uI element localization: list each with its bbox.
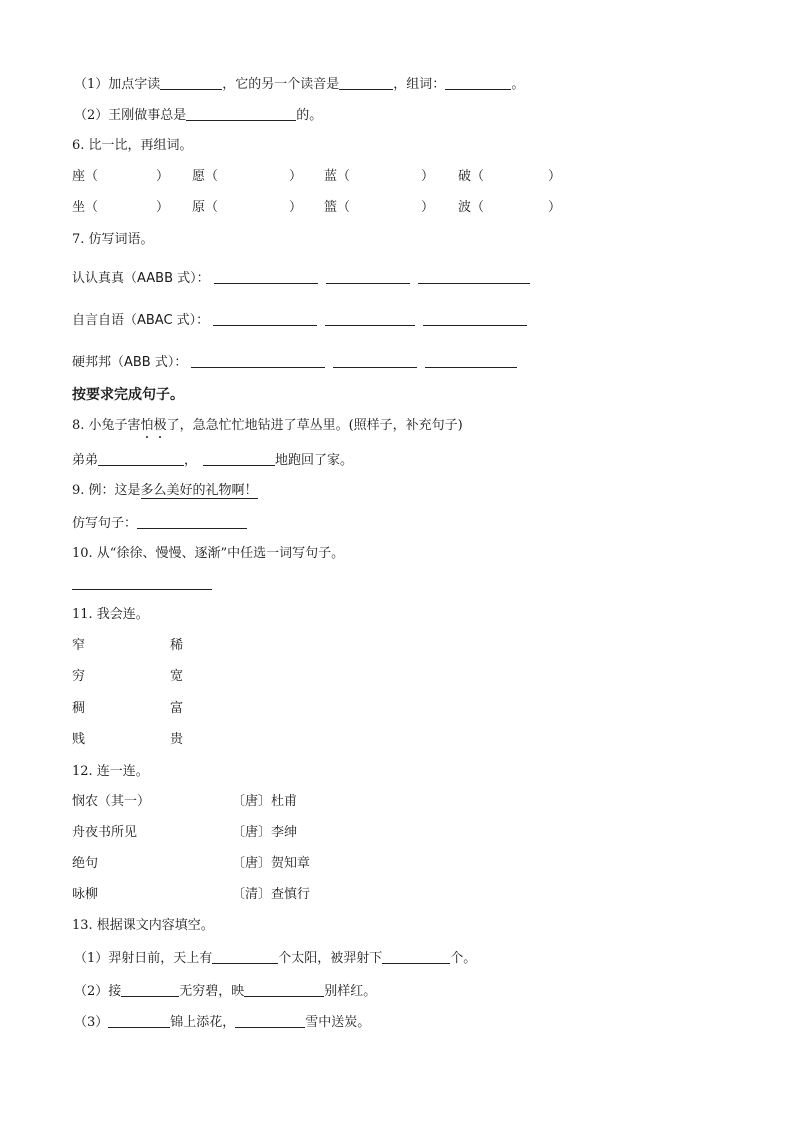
q7-line2 xyxy=(72,312,527,329)
q8-prompt xyxy=(72,418,463,434)
q6-close: ） xyxy=(421,169,435,184)
q6-r2-c4: 波（ xyxy=(458,200,485,215)
q7-l2-label: 自言自语（ABAC 式）： xyxy=(72,313,210,328)
q6-close: ） xyxy=(421,200,435,215)
q6-close: ） xyxy=(156,200,170,215)
answer-blank[interactable] xyxy=(186,107,296,121)
q11-left-2: 穷 xyxy=(72,669,86,684)
q13-title: 13. 根据课文内容填空。 xyxy=(72,918,214,933)
q6-r1-c4: 破（ xyxy=(458,169,485,184)
answer-blank[interactable] xyxy=(382,950,450,964)
q12-poem-2: 舟夜书所见 xyxy=(72,825,138,840)
answer-blank[interactable] xyxy=(212,950,278,964)
q9-answer xyxy=(72,515,247,532)
q11-right-2: 宽 xyxy=(170,669,184,684)
q6-r2-c3: 篮（ xyxy=(324,200,351,215)
q9-text-1: 9. 例：这是 xyxy=(72,483,141,498)
q13-sub1 xyxy=(74,950,476,967)
answer-blank[interactable] xyxy=(244,983,324,997)
answer-blank[interactable] xyxy=(214,270,318,284)
q5-sub1-text-d: 。 xyxy=(511,77,525,92)
q6-close: ） xyxy=(289,169,303,184)
q5-sub2 xyxy=(74,107,322,124)
q8-answer xyxy=(72,452,353,469)
q7-l1-label: 认认真真（AABB 式）： xyxy=(72,271,210,286)
q11-right-4: 贵 xyxy=(170,732,184,747)
answer-blank[interactable] xyxy=(418,270,530,284)
q6-close: ） xyxy=(548,200,562,215)
q10-title: 10. 从“徐徐、慢慢、逐渐”中任选一词写句子。 xyxy=(72,546,345,561)
answer-blank[interactable] xyxy=(326,270,410,284)
q6-close: ） xyxy=(156,169,170,184)
q11-right-1: 稀 xyxy=(170,638,184,653)
q8-text-2: 了，急急忙忙地钻进了草丛里。(照样子，补充句子) xyxy=(166,418,463,433)
q6-r2-c1: 坐（ xyxy=(72,200,99,215)
section-heading: 按要求完成句子。 xyxy=(72,387,184,403)
q13-s1-a: （1）羿射日前，天上有 xyxy=(74,951,213,966)
q12-author-1: 〔唐〕杜甫 xyxy=(232,794,298,809)
q5-sub1-text-c: ，组词： xyxy=(393,77,446,92)
q13-s3-b: 锦上添花， xyxy=(170,1015,236,1030)
q7-line1 xyxy=(72,270,530,287)
q11-left-1: 窄 xyxy=(72,638,86,653)
q5-sub1-text-b: ，它的另一个读音是 xyxy=(222,77,340,92)
answer-blank[interactable] xyxy=(108,1014,170,1028)
q13-s2-b: 无穷碧，映 xyxy=(179,984,245,999)
answer-blank[interactable] xyxy=(213,312,317,326)
q11-title: 11. 我会连。 xyxy=(72,607,149,622)
q13-s2-a: （2）接 xyxy=(74,984,122,999)
q8-answer-b: ， xyxy=(184,453,198,468)
q7-line3 xyxy=(72,354,517,371)
q6-close: ） xyxy=(289,200,303,215)
q5-sub1-text-a: （1）加点字读 xyxy=(74,77,161,92)
answer-blank[interactable] xyxy=(445,76,511,90)
q6-r1-c3: 蓝（ xyxy=(324,169,351,184)
q8-answer-c: 地跑回了家。 xyxy=(275,453,354,468)
q7-title: 7. 仿写词语。 xyxy=(72,232,154,247)
answer-blank[interactable] xyxy=(160,76,222,90)
answer-blank[interactable] xyxy=(203,452,275,466)
q12-author-2: 〔唐〕李绅 xyxy=(232,825,298,840)
q12-title: 12. 连一连。 xyxy=(72,764,149,779)
answer-blank[interactable] xyxy=(72,576,212,590)
q11-left-3: 稠 xyxy=(72,701,86,716)
answer-blank[interactable] xyxy=(191,354,325,368)
q12-poem-1: 悯农（其一） xyxy=(72,794,151,809)
answer-blank[interactable] xyxy=(333,354,417,368)
q11-left-4: 贱 xyxy=(72,732,86,747)
answer-blank[interactable] xyxy=(121,983,179,997)
q13-s3-a: （3） xyxy=(74,1015,109,1030)
q5-sub2-text-b: 的。 xyxy=(296,108,323,123)
q6-r1-c1: 座（ xyxy=(72,169,99,184)
q6-r2-c2: 原（ xyxy=(192,200,219,215)
answer-blank[interactable] xyxy=(425,354,517,368)
q13-s1-b: 个太阳，被羿射下 xyxy=(278,951,383,966)
q13-s2-c: 别样红。 xyxy=(324,984,377,999)
q12-author-4: 〔清〕查慎行 xyxy=(232,887,311,902)
q13-sub3 xyxy=(74,1014,370,1031)
q13-s3-c: 雪中送炭。 xyxy=(305,1015,371,1030)
q11-right-3: 富 xyxy=(170,701,184,716)
q13-sub2 xyxy=(74,983,376,1000)
q8-dotted-char: 极 xyxy=(153,418,167,433)
q8-dotted-char: 怕 xyxy=(140,418,154,433)
answer-blank[interactable] xyxy=(423,312,527,326)
answer-blank[interactable] xyxy=(137,515,247,529)
q8-text-1: 8. 小兔子害 xyxy=(72,418,141,433)
q7-l3-label: 硬邦邦（ABB 式）： xyxy=(72,355,188,370)
q6-r1-c2: 愿（ xyxy=(192,169,219,184)
q5-sub1 xyxy=(74,76,524,93)
q6-title: 6. 比一比，再组词。 xyxy=(72,138,193,153)
q5-sub2-text-a: （2）王刚做事总是 xyxy=(74,108,187,123)
q13-s1-c: 个。 xyxy=(450,951,477,966)
q12-poem-4: 咏柳 xyxy=(72,887,99,902)
q8-answer-a: 弟弟 xyxy=(72,453,99,468)
q9-example xyxy=(72,483,258,499)
q12-poem-3: 绝句 xyxy=(72,856,99,871)
answer-blank[interactable] xyxy=(235,1014,305,1028)
q6-close: ） xyxy=(548,169,562,184)
answer-blank[interactable] xyxy=(325,312,415,326)
q9-text-2: 仿写句子： xyxy=(72,516,138,531)
q9-underlined: 多么美好的礼物啊！ xyxy=(140,483,258,498)
q12-author-3: 〔唐〕贺知章 xyxy=(232,856,311,871)
answer-blank[interactable] xyxy=(98,452,184,466)
answer-blank[interactable] xyxy=(339,76,393,90)
